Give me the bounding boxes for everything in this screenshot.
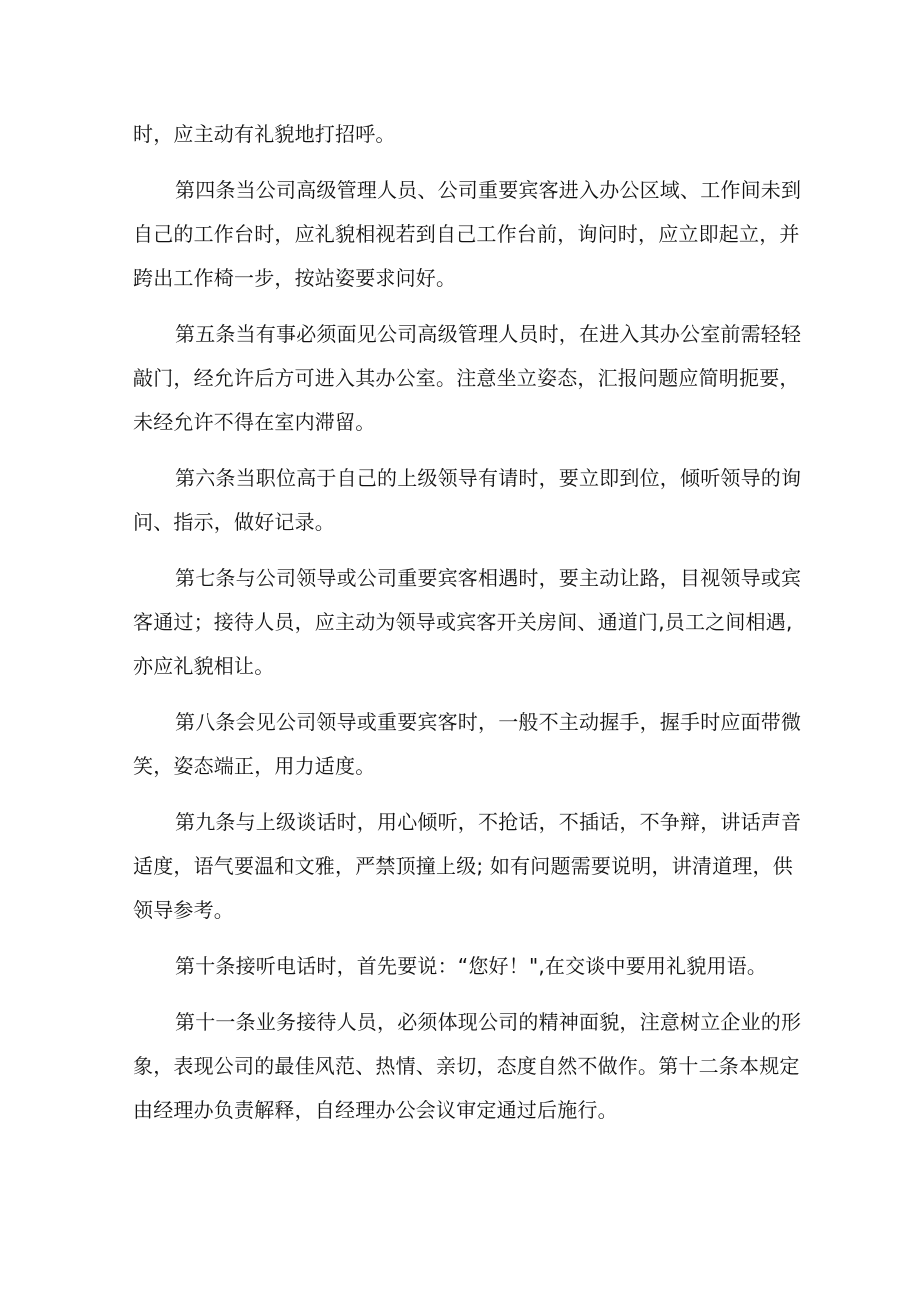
text-line: 第九条与上级谈话时，用心倾听，不抢话，不插话，不争辩，讲话声音 — [175, 810, 802, 834]
paragraph-article-4 — [133, 168, 802, 300]
text-line: 第六条当职位高于自己的上级领导有请时，要立即到位，倾听领导的询 — [175, 466, 802, 490]
text-line: 时，应主动有礼貌地打招呼。 — [133, 122, 396, 146]
text-line: 未经允许不得在室内滞留。 — [133, 410, 376, 434]
paragraph-continuation — [133, 112, 793, 156]
text-line: 第十条接听电话时，首先要说：“您好！",在交谈中要用礼貌用语。 — [175, 954, 768, 978]
text-line: 亦应礼貌相让。 — [133, 654, 275, 678]
text-line: 自己的工作台时，应礼貌相视若到自己工作台前，询问时，应立即起立，并 — [133, 222, 800, 246]
paragraph-article-7 — [133, 556, 802, 688]
text-line: 第四条当公司高级管理人员、公司重要宾客进入办公区域、工作间未到 — [175, 178, 802, 202]
text-line: 适度，语气要温和文雅，严禁顶撞上级; 如有问题需要说明，讲清道理，供 — [133, 854, 793, 878]
text-line: 第八条会见公司领导或重要宾客时，一般不主动握手，握手时应面带微 — [175, 710, 802, 734]
paragraph-article-5 — [133, 312, 802, 444]
text-line: 第七条与公司领导或公司重要宾客相遇时，要主动让路，目视领导或宾 — [175, 566, 802, 590]
text-line: 笑，姿态端正，用力适度。 — [133, 754, 376, 778]
paragraph-article-11 — [133, 1000, 802, 1132]
paragraph-article-8 — [133, 700, 802, 788]
paragraph-article-9 — [133, 800, 802, 932]
document-body — [133, 112, 802, 1144]
text-line: 由经理办负责解释，自经理办公会议审定通过后施行。 — [133, 1098, 618, 1122]
text-line: 问、指示，做好记录。 — [133, 510, 335, 534]
text-line: 敲门，经允许后方可进入其办公室。注意坐立姿态，汇报问题应简明扼要， — [133, 366, 800, 390]
text-line: 领导参考。 — [133, 898, 234, 922]
paragraph-article-10 — [133, 944, 793, 988]
paragraph-article-6 — [133, 456, 802, 544]
text-line: 跨出工作椅一步，按站姿要求问好。 — [133, 266, 457, 290]
text-line: 第五条当有事必须面见公司高级管理人员时，在进入其办公室前需轻轻 — [175, 322, 802, 346]
text-line: 象，表现公司的最佳风范、热情、亲切，态度自然不做作。第十二条本规定 — [133, 1054, 800, 1078]
text-line: 客通过；接待人员，应主动为领导或宾客开关房间、通道门,员工之间相遇, — [133, 610, 793, 634]
text-line: 第十一条业务接待人员，必须体现公司的精神面貌，注意树立企业的形 — [175, 1010, 802, 1034]
